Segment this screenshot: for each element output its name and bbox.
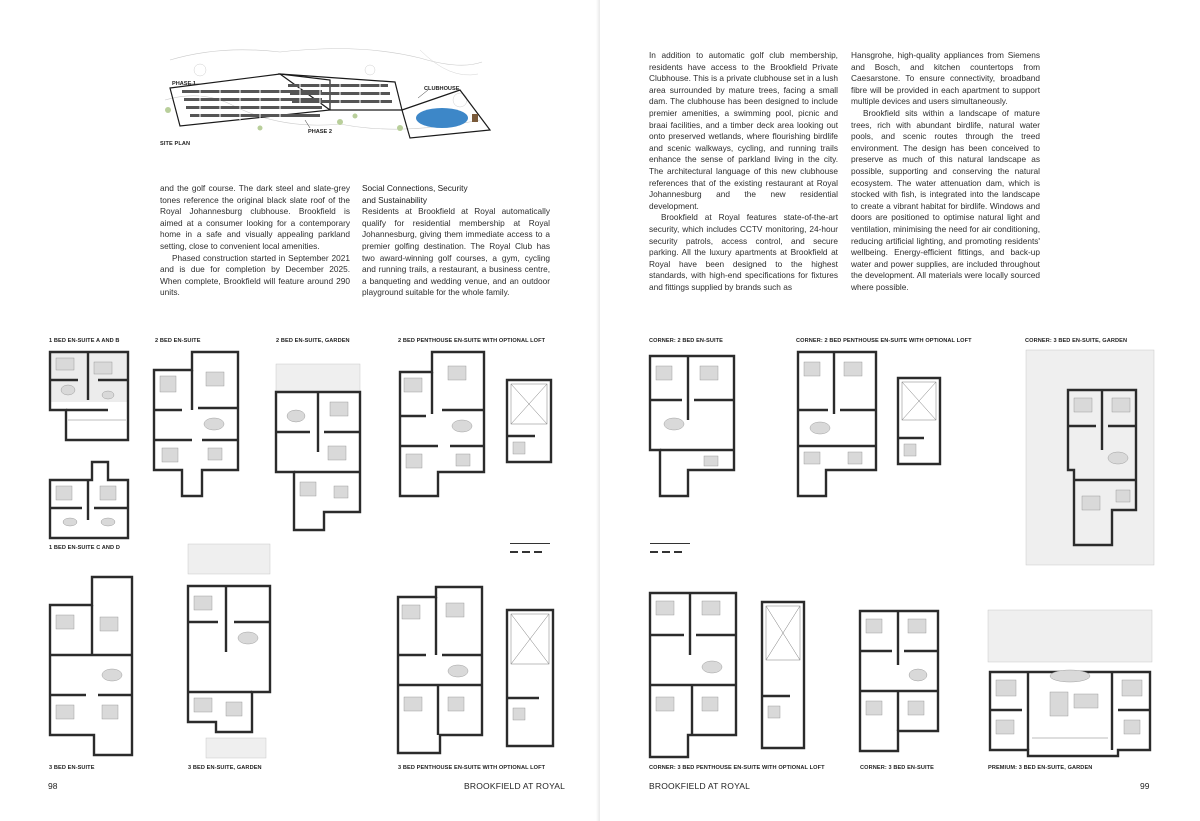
plan-caption: 3 BED PENTHOUSE EN-SUITE WITH OPTIONAL LOFT [398, 765, 546, 771]
plan-caption: 2 BED EN-SUITE, GARDEN [276, 338, 350, 344]
floor-plan-corner-3-bed-penthouse [648, 585, 738, 760]
plan-caption: CORNER: 3 BED PENTHOUSE EN-SUITE WITH OPTIONAL LOFT [649, 765, 825, 771]
floor-plan-2-bed-garden [274, 362, 362, 532]
floor-plan-corner-3-bed [858, 605, 940, 755]
running-head: BROOKFIELD AT ROYAL [649, 781, 751, 791]
loft-plan-corner-3-bed-penthouse [760, 600, 806, 750]
floor-plan-3-bed-garden [186, 542, 276, 762]
left-text-column-2 [362, 183, 550, 299]
plan-caption: PREMIUM: 3 BED EN-SUITE, GARDEN [988, 765, 1093, 771]
floor-plan-3-bed [48, 575, 134, 760]
plan-caption: CORNER: 3 BED EN-SUITE, GARDEN [1025, 338, 1128, 344]
paragraph: Phased construction started in September 2021 and is due for completion by December 2025. When complete, Brookfield will feature around 290 units. [160, 252, 350, 298]
plan-caption: 3 BED EN-SUITE, GARDEN [188, 765, 262, 771]
floor-plan-2-bed [152, 350, 240, 498]
site-plan-label-phase1: PHASE 1 [172, 81, 196, 87]
floor-plan-3-bed-penthouse [396, 585, 484, 757]
running-head: BROOKFIELD AT ROYAL [464, 781, 566, 791]
loft-plan-corner-2-bed-penthouse [896, 376, 942, 466]
floor-plan-2-bed-penthouse [398, 350, 486, 498]
site-plan-label-phase2: PHASE 2 [308, 129, 332, 135]
floor-plan-1-bed-cd [48, 460, 130, 542]
site-plan-caption: SITE PLAN [160, 141, 191, 147]
plan-caption: CORNER: 3 BED EN-SUITE [860, 765, 934, 771]
paragraph: Hansgrohe, high-quality appliances from Siemens and Bosch, and kitchen countertops from Caesarstone. To ensure connectivity, broadband fibre will be provided in each apartment to support multiple devices and users simultaneously. [851, 50, 1040, 107]
left-text-column-1 [160, 183, 350, 299]
loft-plan-3-bed-penthouse [505, 608, 555, 748]
right-text-column-1 [649, 50, 838, 293]
floor-plan-corner-3-bed-garden [1026, 350, 1154, 565]
paragraph: In addition to automatic golf club membership, residents have access to the Brookfield Private Clubhouse. This is a private clubhouse set in a lush area surrounded by mature trees, facing a small dam. The clubhouse has been designed to include premier amenities, a swimming pool, picnic and braai facilities, and a timber deck area looking out onto preserved wetlands, where flourishing birdlife and scenic walkways, cycling, and running trails enhance the sense of parkland living in the city. The architectural language of this new clubhouse references that of the existing restaurant at Royal Johannesburg and the new residential development. [649, 50, 838, 211]
paragraph: Brookfield at Royal features state-of-the-art security, which includes CCTV monitoring, 24-hour security patrols, access control, and secure parking. All the luxury apartments at Brookfield at Royal have been designed to the highest standards, with high-end specifications for fixtures and fittings supplied by brands such as [649, 212, 838, 292]
right-text-column-2 [851, 50, 1040, 293]
plan-caption: CORNER: 2 BED EN-SUITE [649, 338, 723, 344]
plan-caption: 1 BED EN-SUITE C AND D [49, 545, 120, 551]
floor-plan-premium-3-bed-garden [988, 610, 1152, 760]
plan-caption: CORNER: 2 BED PENTHOUSE EN-SUITE WITH OPTIONAL LOFT [796, 338, 972, 344]
plan-caption: 2 BED EN-SUITE [155, 338, 201, 344]
plan-caption: 3 BED EN-SUITE [49, 765, 95, 771]
page-number: 99 [1140, 781, 1150, 791]
section-heading: and Sustainability [362, 194, 428, 205]
plan-caption: 1 BED EN-SUITE A AND B [49, 338, 120, 344]
section-heading: Social Connections, Security [362, 183, 468, 193]
page-number: 98 [48, 781, 58, 791]
floor-plan-corner-2-bed [648, 350, 736, 500]
site-plan-label-clubhouse: CLUBHOUSE [424, 86, 460, 92]
paragraph: Residents at Brookfield at Royal automatically qualify for residential membership at Royal Johannesburg, giving them immediate access to a premier golfing destination. The Royal Club has two award-winning golf courses, a gym, cycling and running trails, a restaurant, a business centre, a banqueting and wedding venue, and an outdoor playground suitable for the whole family. [362, 206, 550, 298]
paragraph: Brookfield sits within a landscape of mature trees, rich with abundant birdlife, natural water pools, and scenic routes through the treed environment. The design has been conceived to preserve as much of this natural landscape as possible, supporting and conserving the natural ecosystem. The water attenuation dam, which is stocked with fish, is integrated into the landscape to create a vibrant habitat for birdlife. Windows and doors are positioned to optimise natural light and ventilation, minimising the need for air conditioning, reducing artificial lighting, and promoting residents' wellbeing. Energy-efficient fittings, and back-up water and power supplies, are included throughout the development. All materials were locally sourced where possible. [851, 107, 1040, 292]
right-page [600, 0, 1200, 821]
floor-plan-corner-2-bed-penthouse [796, 350, 878, 498]
plan-caption: 2 BED PENTHOUSE EN-SUITE WITH OPTIONAL LOFT [398, 338, 546, 344]
floor-plan-1-bed-ab [48, 350, 130, 442]
loft-plan-2-bed-penthouse [505, 378, 553, 464]
paragraph: and the golf course. The dark steel and slate-grey tones reference the original black slate roof of the Royal Johannesburg clubhouse. Brookfield is aimed at a consumer looking for a contemporary home in a safe and visually appealing parkland setting, close to convenient local amenities. [160, 183, 350, 251]
